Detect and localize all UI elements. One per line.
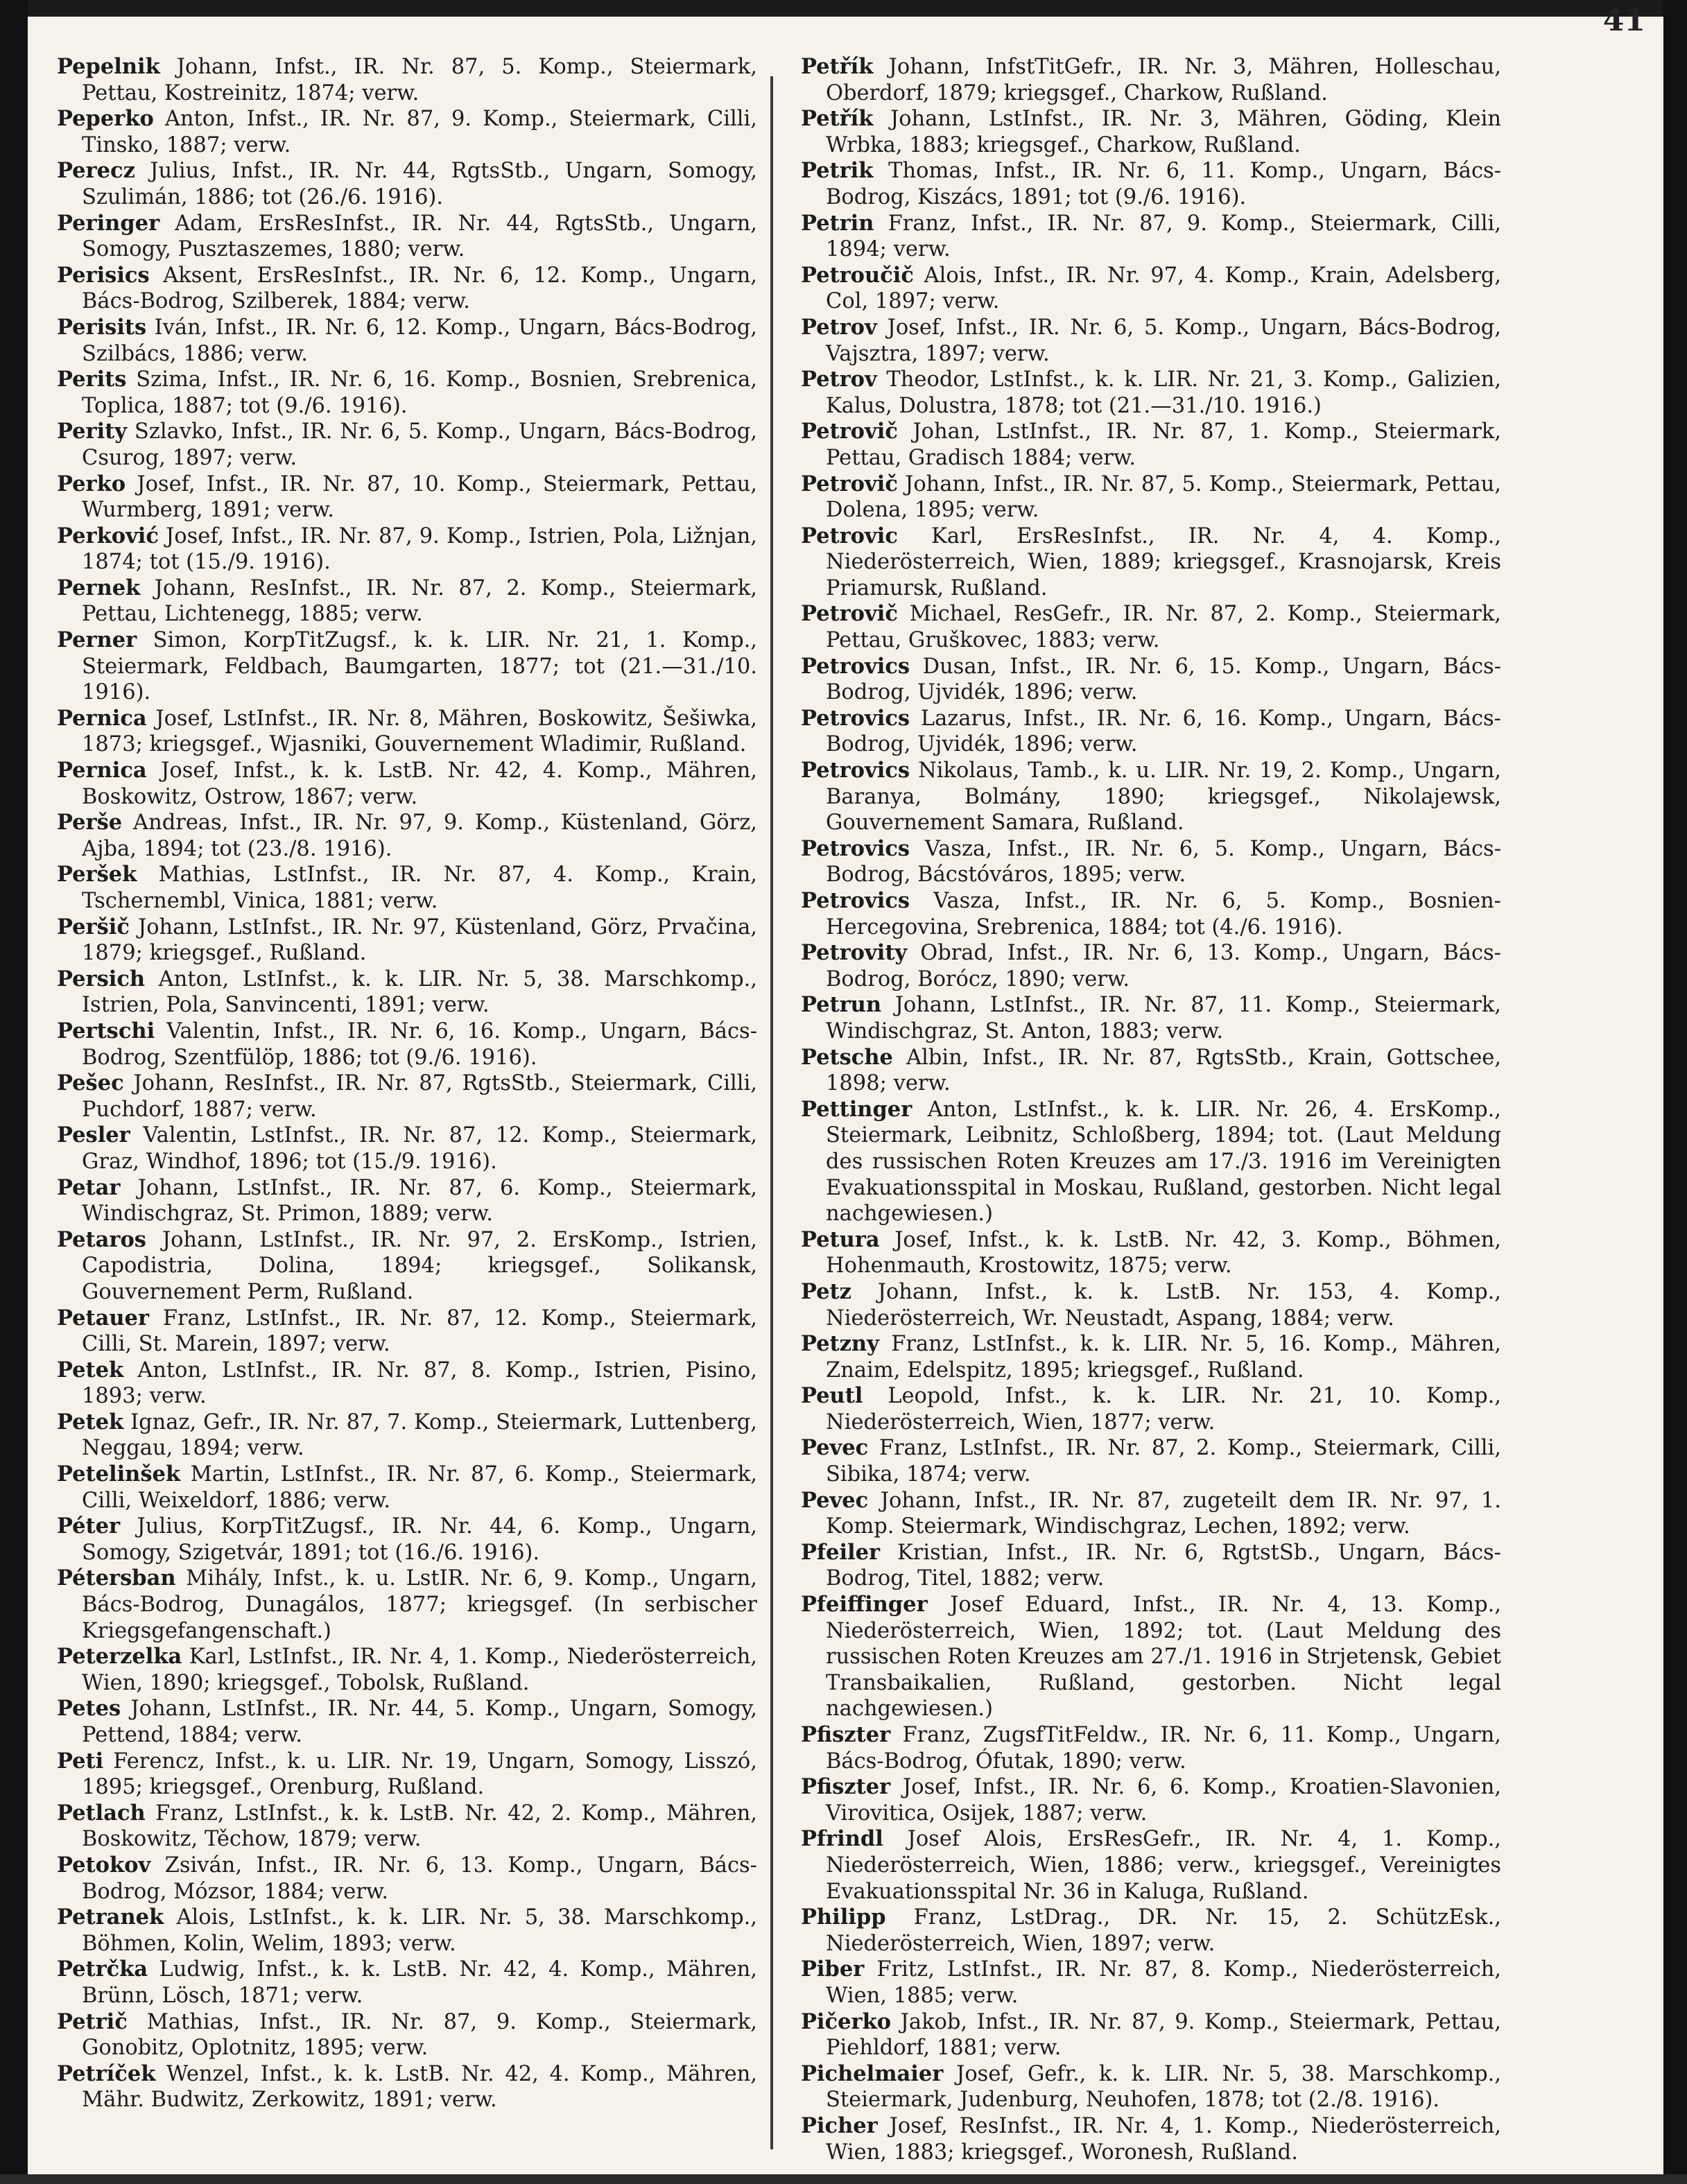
entry-surname: Petřík [801, 106, 874, 132]
entry-surname: Petrovics [801, 888, 910, 913]
entry-details: Johann, Infst., IR. Nr. 87, 5. Komp., Steiermark, Pettau, Dolena, 1895; verw. [826, 471, 1501, 523]
entry-surname: Petar [57, 1175, 121, 1200]
entry-surname: Pfeiler [801, 1539, 881, 1565]
entry-details: Josef Alois, ErsResGefr., IR. Nr. 4, 1. Komp., Niederösterreich, Wien, 1886; verw., kriegsgef., Vereinigtes Evakuationsspital Nr. 36 in Kaluga, Rußland. [826, 1827, 1501, 1904]
entry-surname: Peti [57, 1748, 104, 1774]
entry-details: Ignaz, Gefr., IR. Nr. 87, 7. Komp., Steiermark, Luttenberg, Neggau, 1894; verw. [82, 1410, 757, 1461]
list-entry [801, 1488, 1501, 1540]
entry-details: Johann, Infst., k. k. LstB. Nr. 153, 4. Komp., Niederösterreich, Wr. Neustadt, Aspang, 1884; verw. [826, 1279, 1501, 1331]
list-entry [801, 1826, 1501, 1905]
entry-surname: Péter [57, 1514, 121, 1539]
list-entry [801, 471, 1501, 523]
list-entry [57, 367, 757, 419]
entry-surname: Pevec [801, 1487, 869, 1513]
entry-surname: Picher [801, 2113, 878, 2138]
list-entry [801, 1957, 1501, 2009]
entry-surname: Peršek [57, 862, 137, 887]
list-entry [57, 1227, 757, 1306]
list-entry [801, 1045, 1501, 1097]
list-entry [801, 523, 1501, 602]
list-entry [57, 1514, 757, 1566]
list-entry [801, 211, 1501, 263]
entry-details: Josef, Infst., IR. Nr. 6, 5. Komp., Ungarn, Bács-Bodrog, Vajsztra, 1897; verw. [826, 315, 1501, 366]
list-entry [801, 1540, 1501, 1592]
entry-surname: Petrčka [57, 1957, 148, 1982]
entry-surname: Petek [57, 1357, 124, 1383]
entry-details: Johann, ResInfst., IR. Nr. 87, RgtsStb., Steiermark, Cilli, Puchdorf, 1887; verw. [82, 1071, 757, 1122]
entry-details: Johann, LstInfst., IR. Nr. 87, 11. Komp., Steiermark, Windischgraz, St. Anton, 1883; verw. [826, 993, 1501, 1043]
entry-details: Michael, ResGefr., IR. Nr. 87, 2. Komp., Steiermark, Pettau, Gruškovec, 1883; verw. [826, 602, 1501, 653]
entry-surname: Pevec [801, 1435, 869, 1461]
list-entry [801, 758, 1501, 836]
entry-surname: Pernek [57, 575, 141, 600]
entry-surname: Pfiszter [801, 1774, 891, 1800]
entry-details: Josef Eduard, Infst., IR. Nr. 4, 13. Komp., Niederösterreich, Wien, 1892; tot. (Laut Meldung des russischen Roten Kreuzes am 27./1. 1916 in Strjetensk, Gebiet Transbaikalien, Rußland, gestorben. Nicht legal nachgewiesen.) [826, 1593, 1501, 1722]
entry-details: Kristian, Infst., IR. Nr. 6, RgtstSb., Ungarn, Bács-Bodrog, Titel, 1882; verw. [826, 1540, 1501, 1591]
list-entry [57, 106, 757, 158]
entry-details: Karl, ErsResInfst., IR. Nr. 4, 4. Komp., Niederösterreich, Wien, 1889; kriegsgef., Krasnojarsk, Kreis Priamursk, Rußland. [826, 523, 1501, 600]
entry-details: Franz, LstDrag., DR. Nr. 15, 2. SchützEsk., Niederösterreich, Wien, 1897; verw. [826, 1905, 1501, 1956]
entry-surname: Peterzelka [57, 1644, 182, 1670]
entry-details: Dusan, Infst., IR. Nr. 6, 15. Komp., Ungarn, Bács-Bodrog, Ujvidék, 1896; verw. [826, 654, 1502, 705]
entry-surname: Perecz [57, 158, 135, 184]
entry-details: Valentin, Infst., IR. Nr. 6, 16. Komp., Ungarn, Bács-Bodrog, Szentfülöp, 1886; tot (9./6. 1916). [82, 1019, 757, 1070]
list-entry [801, 601, 1501, 653]
entry-surname: Petroučič [801, 262, 914, 288]
entry-surname: Pesler [57, 1123, 130, 1148]
entry-details: Mathias, LstInfst., IR. Nr. 87, 4. Komp., Krain, Tschernembl, Vinica, 1881; verw. [82, 863, 758, 913]
entry-details: Anton, LstInfst., k. k. LIR. Nr. 5, 38. Marschkomp., Istrien, Pola, Sanvincenti, 1891; verw. [82, 967, 757, 1018]
list-entry [57, 158, 757, 210]
list-entry [57, 2009, 757, 2061]
entry-surname: Petřík [801, 54, 874, 79]
entry-details: Jakob, Infst., IR. Nr. 87, 9. Komp., Steiermark, Pettau, Piehldorf, 1881; verw. [826, 2009, 1501, 2061]
entry-details: Fritz, LstInfst., IR. Nr. 87, 8. Komp., Niederösterreich, Wien, 1885; verw. [826, 1957, 1502, 2008]
entry-surname: Perko [57, 471, 126, 496]
entry-details: Szlavko, Infst., IR. Nr. 6, 5. Komp., Ungarn, Bács-Bodrog, Csurog, 1897; verw. [82, 419, 757, 470]
entry-details: Vasza, Infst., IR. Nr. 6, 5. Komp., Ungarn, Bács-Bodrog, Bácstóváros, 1895; verw. [826, 836, 1501, 887]
entry-surname: Petrovic [801, 523, 898, 548]
list-entry [801, 1592, 1501, 1722]
entry-surname: Peutl [801, 1383, 863, 1409]
entry-details: Anton, Infst., IR. Nr. 87, 9. Komp., Steiermark, Cilli, Tinsko, 1887; verw. [82, 107, 757, 157]
entry-details: Franz, ZugsfTitFeldw., IR. Nr. 6, 11. Komp., Ungarn, Bács-Bodrog, Ófutak, 1890; verw. [826, 1723, 1501, 1774]
entry-details: Johann, LstInfst., IR. Nr. 3, Mähren, Göding, Klein Wrbka, 1883; kriegsgef., Charkow, Rußland. [826, 107, 1501, 157]
entry-details: Josef, LstInfst., IR. Nr. 8, Mähren, Boskowitz, Šešiwka, 1873; kriegsgef., Wjasniki, Gouvernement Wladimir, Rußland. [82, 706, 757, 757]
entry-surname: Petek [57, 1409, 124, 1435]
entry-surname: Petrovics [801, 705, 910, 731]
list-entry [57, 1644, 757, 1696]
entry-surname: Petrovič [801, 601, 898, 627]
list-entry [801, 2061, 1501, 2113]
scan-border-right [1663, 0, 1687, 2184]
entry-surname: Pfrindl [801, 1826, 883, 1852]
entry-surname: Pettinger [801, 1096, 912, 1122]
entry-details: Martin, LstInfst., IR. Nr. 87, 6. Komp., Steiermark, Cilli, Weixeldorf, 1886; verw. [82, 1462, 757, 1513]
list-entry [57, 471, 757, 523]
entry-details: Josef, Gefr., k. k. LIR. Nr. 5, 38. Marschkomp., Steiermark, Judenburg, Neuhofen, 1878; tot (2./8. 1916). [826, 2061, 1501, 2113]
entry-details: Mathias, Infst., IR. Nr. 87, 9. Komp., Steiermark, Gonobitz, Oplotnitz, 1895; verw. [82, 2009, 757, 2061]
entry-details: Valentin, LstInfst., IR. Nr. 87, 12. Komp., Steiermark, Graz, Windhof, 1896; tot (15./9. 1916). [82, 1123, 757, 1174]
entry-details: Mihály, Infst., k. u. LstIR. Nr. 6, 9. Komp., Ungarn, Bács-Bodrog, Dunagálos, 1877; kriegsgef. (In serbischer Kriegsgefangenschaft.) [82, 1566, 757, 1643]
column-divider [770, 76, 773, 2149]
list-entry [801, 992, 1501, 1044]
entry-surname: Petokov [57, 1852, 151, 1878]
entry-details: Alois, Infst., IR. Nr. 97, 4. Komp., Krain, Adelsberg, Col, 1897; verw. [826, 263, 1501, 314]
list-entry [801, 836, 1501, 888]
entry-surname: Petrik [801, 158, 874, 184]
entry-details: Julius, Infst., IR. Nr. 44, RgtsStb., Ungarn, Somogy, Szulimán, 1886; tot (26./6. 1916). [82, 159, 757, 209]
entry-details: Franz, LstInfst., k. k. LstB. Nr. 42, 2. Komp., Mähren, Boskowitz, Těchow, 1879; verw. [82, 1801, 758, 1852]
entry-surname: Perisits [57, 314, 147, 340]
entry-details: Albin, Infst., IR. Nr. 87, RgtsStb., Krain, Gottschee, 1898; verw. [826, 1045, 1501, 1096]
list-entry [801, 654, 1501, 706]
list-entry [801, 1383, 1501, 1435]
entry-details: Aksent, ErsResInfst., IR. Nr. 6, 12. Komp., Ungarn, Bács-Bodrog, Szilberek, 1884; verw. [82, 263, 757, 314]
entry-details: Johann, ResInfst., IR. Nr. 87, 2. Komp., Steiermark, Pettau, Lichtenegg, 1885; verw. [82, 575, 757, 627]
list-entry [57, 211, 757, 263]
entry-details: Karl, LstInfst., IR. Nr. 4, 1. Komp., Niederösterreich, Wien, 1890; kriegsgef., Tobolsk, Rußland. [82, 1645, 757, 1695]
entry-surname: Petrovity [801, 940, 908, 966]
list-entry [57, 1749, 757, 1801]
list-entry [57, 1566, 757, 1644]
entry-details: Leopold, Infst., k. k. LIR. Nr. 21, 10. Komp., Niederösterreich, Wien, 1877; verw. [826, 1384, 1501, 1435]
entry-surname: Petríček [57, 2061, 156, 2086]
entry-details: Vasza, Infst., IR. Nr. 6, 5. Komp., Bosnien-Hercegovina, Srebrenica, 1884; tot (4./6. 1916). [826, 889, 1501, 939]
scan-border-bottom [0, 2174, 1687, 2184]
list-entry [57, 1358, 757, 1410]
entry-surname: Pertschi [57, 1018, 155, 1043]
entry-details: Johan, LstInfst., IR. Nr. 87, 1. Komp., Steiermark, Pettau, Gradisch 1884; verw. [826, 419, 1501, 470]
list-entry [801, 1331, 1501, 1383]
list-entry [57, 627, 757, 706]
entry-surname: Petaros [57, 1227, 146, 1252]
entry-details: Johann, LstInfst., IR. Nr. 87, 6. Komp., Steiermark, Windischgraz, St. Primon, 1889; verw. [82, 1175, 757, 1227]
entry-surname: Pétersban [57, 1566, 176, 1591]
entry-surname: Petauer [57, 1305, 150, 1331]
entry-surname: Piber [801, 1957, 865, 1982]
entry-details: Alois, LstInfst., k. k. LIR. Nr. 5, 38. Marschkomp., Böhmen, Kolin, Welim, 1893; verw. [82, 1905, 757, 1956]
entry-details: Franz, LstInfst., k. k. LIR. Nr. 5, 16. Komp., Mähren, Znaim, Edelspitz, 1895; kriegsgef., Rußland. [826, 1332, 1501, 1383]
entry-details: Iván, Infst., IR. Nr. 6, 12. Komp., Ungarn, Bács-Bodrog, Szilbács, 1886; verw. [82, 315, 757, 366]
list-entry [801, 1279, 1501, 1331]
scan-border-top [0, 0, 1687, 17]
entry-details: Franz, LstInfst., IR. Nr. 87, 12. Komp., Steiermark, Cilli, St. Marein, 1897; verw. [82, 1306, 757, 1357]
entry-surname: Perner [57, 627, 137, 653]
right-column [801, 54, 1501, 2165]
entry-details: Andreas, Infst., IR. Nr. 97, 9. Komp., Küstenland, Görz, Ajba, 1894; tot (23./8. 1916). [82, 811, 757, 861]
entry-surname: Petzny [801, 1331, 879, 1357]
entry-details: Johann, LstInfst., IR. Nr. 97, 2. ErsKomp., Istrien, Capodistria, Dolina, 1894; kriegsgef., Solikansk, Gouvernement Perm, Rußland. [82, 1227, 757, 1304]
entry-details: Johann, Infst., IR. Nr. 87, 5. Komp., Steiermark, Pettau, Kostreinitz, 1874; verw. [82, 55, 757, 105]
entry-details: Josef, Infst., IR. Nr. 87, 9. Komp., Istrien, Pola, Ližnjan, 1874; tot (15./9. 1916). [82, 523, 757, 575]
list-entry [801, 158, 1501, 210]
entry-details: Lazarus, Infst., IR. Nr. 6, 16. Komp., Ungarn, Bács-Bodrog, Ujvidék, 1896; verw. [826, 706, 1501, 757]
list-entry [57, 1957, 757, 2009]
list-entry [57, 1306, 757, 1358]
entry-details: Josef, ResInfst., IR. Nr. 4, 1. Komp., Niederösterreich, Wien, 1883; kriegsgef., Woronesh, Rußland. [826, 2113, 1501, 2165]
list-entry [801, 706, 1501, 758]
entry-details: Obrad, Infst., IR. Nr. 6, 13. Komp., Ungarn, Bács-Bodrog, Borócz, 1890; verw. [826, 941, 1501, 991]
scan-border-left [0, 0, 28, 2184]
entry-details: Josef, Infst., IR. Nr. 87, 10. Komp., Steiermark, Pettau, Wurmberg, 1891; verw. [82, 471, 757, 523]
entry-details: Szima, Infst., IR. Nr. 6, 16. Komp., Bosnien, Srebrenica, Toplica, 1887; tot (9./6. 1916). [82, 367, 757, 418]
list-entry [57, 915, 757, 967]
entry-details: Nikolaus, Tamb., k. u. LIR. Nr. 19, 2. Komp., Ungarn, Baranya, Bolmány, 1890; kriegsgef., Nikolajewsk, Gouvernement Samara, Rußland. [826, 759, 1501, 835]
entry-surname: Philipp [801, 1905, 886, 1930]
entry-surname: Pepelnik [57, 54, 160, 79]
entry-details: Adam, ErsResInfst., IR. Nr. 44, RgtsStb., Ungarn, Somogy, Pusztaszemes, 1880; verw. [82, 211, 757, 262]
entry-surname: Petz [801, 1279, 851, 1304]
entry-surname: Petrin [801, 210, 874, 236]
list-entry [801, 54, 1501, 106]
entry-details: Anton, LstInfst., IR. Nr. 87, 8. Komp., Istrien, Pisino, 1893; verw. [82, 1358, 757, 1409]
list-entry [801, 2009, 1501, 2061]
entry-surname: Perity [57, 419, 127, 444]
list-entry [57, 1175, 757, 1227]
entry-surname: Perše [57, 810, 123, 835]
list-entry [57, 575, 757, 627]
entry-details: Josef, Infst., IR. Nr. 6, 6. Komp., Kroatien-Slavonien, Virovitica, Osijek, 1887; verw. [826, 1775, 1501, 1826]
list-entry [57, 967, 757, 1019]
list-entry [57, 810, 757, 862]
entry-surname: Perits [57, 367, 127, 392]
entry-surname: Petranek [57, 1905, 164, 1930]
entry-surname: Petrovič [801, 419, 898, 444]
list-entry [57, 1696, 757, 1748]
list-entry [57, 419, 757, 471]
entry-surname: Persich [57, 966, 146, 991]
list-entry [801, 1435, 1501, 1487]
list-entry [801, 106, 1501, 158]
entry-surname: Petsche [801, 1044, 893, 1070]
entry-surname: Perisics [57, 262, 150, 288]
entry-details: Franz, LstInfst., IR. Nr. 87, 2. Komp., Steiermark, Cilli, Sibika, 1874; verw. [826, 1436, 1501, 1487]
entry-details: Johann, Infst., IR. Nr. 87, zugeteilt dem IR. Nr. 97, 1. Komp. Steiermark, Windischgraz, Lechen, 1892; verw. [826, 1488, 1501, 1539]
entry-surname: Petrovics [801, 653, 910, 679]
list-entry [801, 2113, 1501, 2165]
entry-surname: Pešec [57, 1071, 124, 1096]
list-entry [57, 1853, 757, 1905]
list-entry [801, 315, 1501, 367]
list-entry [57, 1905, 757, 1957]
entry-details: Thomas, Infst., IR. Nr. 6, 11. Komp., Ungarn, Bács-Bodrog, Kiszács, 1891; tot (9./6. 1916). [826, 159, 1501, 209]
entry-surname: Petrovič [801, 471, 898, 496]
entry-details: Johann, LstInfst., IR. Nr. 44, 5. Komp., Ungarn, Somogy, Pettend, 1884; verw. [82, 1697, 757, 1747]
list-entry [57, 315, 757, 367]
entry-details: Johann, InfstTitGefr., IR. Nr. 3, Mähren, Holleschau, Oberdorf, 1879; kriegsgef., Charkow, Rußland. [826, 55, 1502, 105]
entry-surname: Petrovics [801, 835, 910, 861]
list-entry [801, 419, 1501, 471]
entry-details: Julius, KorpTitZugsf., IR. Nr. 44, 6. Komp., Ungarn, Somogy, Szigetvár, 1891; tot (16./6. 1916). [82, 1514, 757, 1565]
entry-surname: Petrov [801, 314, 877, 340]
entry-details: Wenzel, Infst., k. k. LstB. Nr. 42, 4. Komp., Mähren, Mähr. Budwitz, Zerkowitz, 1891; verw. [82, 2061, 757, 2113]
entry-details: Simon, KorpTitZugsf., k. k. LIR. Nr. 21, 1. Komp., Steiermark, Feldbach, Baumgarten, 1877; tot (21.—31./10. 1916). [82, 628, 758, 705]
list-entry [801, 263, 1501, 315]
entry-details: Zsiván, Infst., IR. Nr. 6, 13. Komp., Ungarn, Bács-Bodrog, Mózsor, 1884; verw. [82, 1853, 757, 1904]
entry-surname: Pichelmaier [801, 2061, 944, 2086]
list-entry [801, 888, 1501, 940]
list-entry [801, 1722, 1501, 1774]
list-entry [57, 1071, 757, 1123]
entry-surname: Pfiszter [801, 1722, 891, 1747]
list-entry [57, 1123, 757, 1175]
entry-surname: Pičerko [801, 2009, 892, 2034]
entry-surname: Petrun [801, 992, 882, 1018]
entry-details: Ludwig, Infst., k. k. LstB. Nr. 42, 4. Komp., Mähren, Brünn, Lösch, 1871; verw. [82, 1957, 757, 2008]
list-entry [57, 2061, 757, 2113]
entry-surname: Petlach [57, 1800, 146, 1826]
list-entry [801, 940, 1501, 992]
left-column [57, 54, 757, 2113]
entry-surname: Pernica [57, 705, 147, 731]
list-entry [57, 706, 757, 758]
entry-surname: Peperko [57, 106, 154, 132]
entry-surname: Petrovics [801, 758, 910, 783]
entry-details: Franz, Infst., IR. Nr. 87, 9. Komp., Steiermark, Cilli, 1894; verw. [826, 211, 1501, 262]
entry-details: Johann, LstInfst., IR. Nr. 97, Küstenland, Görz, Prvačina, 1879; kriegsgef., Rußland. [82, 915, 757, 966]
list-entry [57, 1410, 757, 1462]
list-entry [57, 862, 757, 914]
list-entry [801, 1774, 1501, 1826]
entry-details: Josef, Infst., k. k. LstB. Nr. 42, 4. Komp., Mähren, Boskowitz, Ostrow, 1867; verw. [82, 759, 757, 809]
entry-surname: Pfeiffinger [801, 1592, 928, 1618]
page-number: 41 [1602, 3, 1645, 38]
list-entry [801, 367, 1501, 419]
list-entry [57, 1462, 757, 1514]
entry-surname: Perković [57, 523, 159, 548]
list-entry [57, 54, 757, 106]
list-entry [57, 1801, 757, 1853]
entry-details: Ferencz, Infst., k. u. LIR. Nr. 19, Ungarn, Somogy, Lisszó, 1895; kriegsgef., Orenburg, Rußland. [82, 1749, 757, 1800]
entry-details: Josef, Infst., k. k. LstB. Nr. 42, 3. Komp., Böhmen, Hohenmauth, Krostowitz, 1875; verw. [826, 1227, 1501, 1279]
list-entry [801, 1227, 1501, 1279]
list-entry [57, 1019, 757, 1071]
list-entry [57, 263, 757, 315]
entry-surname: Peršič [57, 914, 130, 939]
list-entry [57, 758, 757, 810]
entry-surname: Petrov [801, 367, 877, 392]
list-entry [801, 1097, 1501, 1227]
entry-surname: Petes [57, 1696, 121, 1722]
entry-surname: Petura [801, 1227, 880, 1252]
entry-surname: Petelinšek [57, 1462, 181, 1487]
entry-surname: Petrič [57, 2009, 128, 2034]
list-entry [57, 523, 757, 575]
entry-surname: Peringer [57, 210, 160, 236]
entry-surname: Pernica [57, 758, 147, 783]
entry-details: Theodor, LstInfst., k. k. LIR. Nr. 21, 3. Komp., Galizien, Kalus, Dolustra, 1878; tot (21.—31./10. 1916.) [826, 367, 1501, 418]
entry-details: Anton, LstInfst., k. k. LIR. Nr. 26, 4. ErsKomp., Steiermark, Leibnitz, Schloßberg, 1894; tot. (Laut Meldung des russischen Roten Kreuzes am 17./3. 1916 im Vereinigten Evakuationsspital in Moskau, Rußland, gestorben. Nicht legal nachgewiesen.) [826, 1097, 1501, 1227]
list-entry [801, 1905, 1501, 1957]
